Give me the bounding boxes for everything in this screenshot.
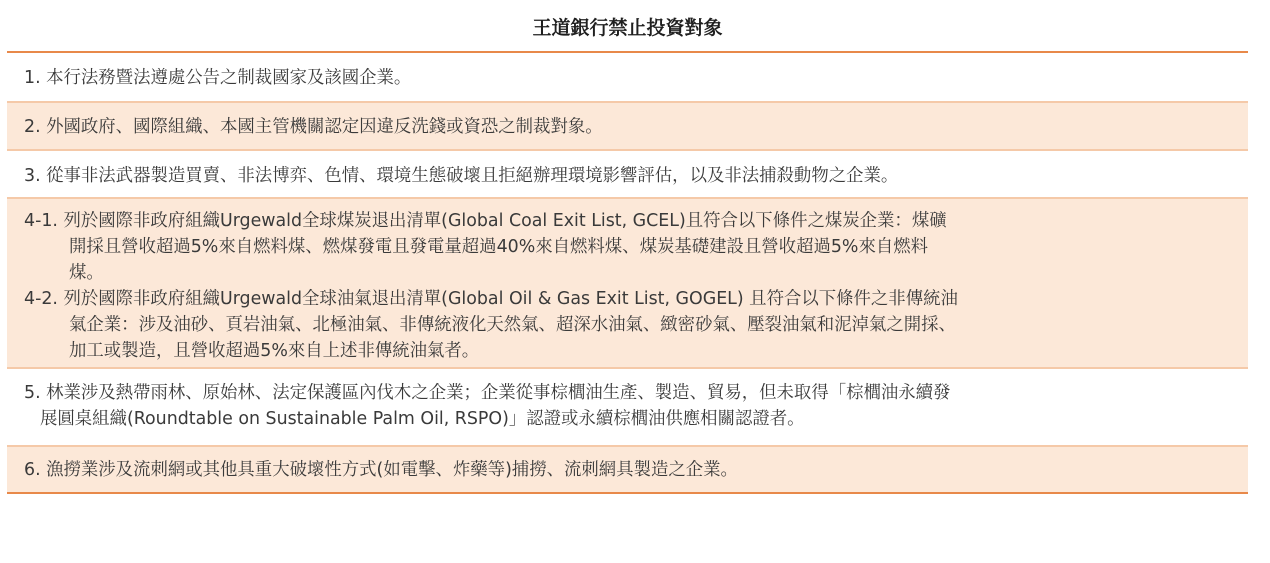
item-4-2-line-3: 加工或製造，且營收超過5%來自上述非傳統油氣者。 (69, 341, 480, 361)
item-4-2-first-line: 4-2. 列於國際非政府組織Urgewald全球油氣退出清單(Global Oil & Gas Exit List, GOGEL) 且符合以下條件之非傳統油 (24, 289, 958, 309)
list-item-1 (7, 53, 1248, 103)
item-4-1-first-line: 4-1. 列於國際非政府組織Urgewald全球煤炭退出清單(Global Coal Exit List, GCEL)且符合以下條件之煤炭企業：煤礦 (24, 211, 947, 231)
list-item-4 (7, 199, 1248, 369)
exclusion-list (7, 53, 1248, 494)
list-item-3 (7, 151, 1248, 199)
item-4-1-line-3: 煤。 (69, 263, 104, 283)
item-4-1-line-2: 開採且營收超過5%來自燃料煤、燃煤發電且發電量超過40%來自燃料煤、煤炭基礎建設且營收超過5%來自燃料 (69, 237, 929, 257)
item-4-2-line-2: 氣企業：涉及油砂、頁岩油氣、北極油氣、非傳統液化天然氣、超深水油氣、緻密砂氣、壓裂油氣和泥淖氣之開採、 (69, 315, 956, 335)
list-item-6 (7, 447, 1248, 494)
item-3-text: 3. 從事非法武器製造買賣、非法博弈、色情、環境生態破壞且拒絕辦理環境影響評估，以及非法捕殺動物之企業。 (24, 166, 899, 186)
item-1-text: 1. 本行法務暨法遵處公告之制裁國家及該國企業。 (24, 68, 412, 88)
item-2-text: 2. 外國政府、國際組織、本國主管機關認定因違反洗錢或資恐之制裁對象。 (24, 117, 603, 137)
item-5-first-line: 5. 林業涉及熱帶雨林、原始林、法定保護區內伐木之企業；企業從事棕櫚油生產、製造、貿易，但未取得「棕櫚油永續發 (24, 383, 951, 403)
table-title: 王道銀行禁止投資對象 (7, 0, 1248, 53)
item-5-line-2: 展圓桌組織(Roundtable on Sustainable Palm Oil, RSPO)」認證或永續棕櫚油供應相關認證者。 (40, 409, 805, 429)
list-item-5 (7, 369, 1248, 447)
list-item-2 (7, 103, 1248, 151)
exclusion-list-panel (7, 0, 1248, 494)
item-6-text: 6. 漁撈業涉及流刺網或其他具重大破壞性方式(如電擊、炸藥等)捕撈、流刺網具製造之企業。 (24, 460, 738, 480)
